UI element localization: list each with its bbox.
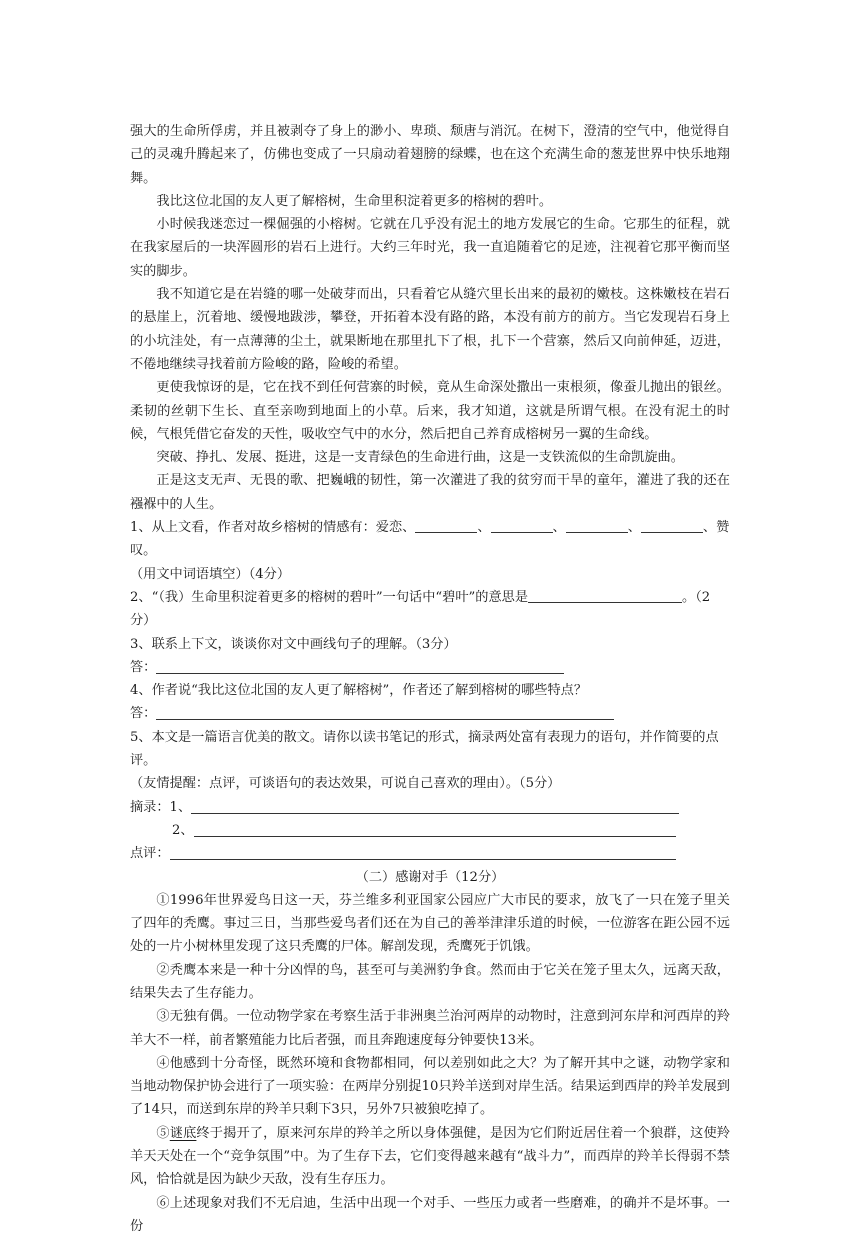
answer-blank[interactable] (491, 518, 553, 533)
passage-paragraph-3: 小时候我迷恋过一棵倔强的小榕树。它就在几乎没有泥土的地方发展它的生命。它那生的征程，就在我家屋后的一块浑圆形的岩石上进行。大约三年时光，我一直追随着它的足迹，注视着它那平衡而坚实的脚步。 (130, 217, 730, 279)
answer-line[interactable] (170, 845, 676, 860)
answer-blank[interactable] (415, 518, 477, 533)
question-5-note: （友情提醒：点评，可谈语句的表达效果，可说自己喜欢的理由）。（5分） (130, 776, 561, 792)
comment-row (130, 842, 730, 865)
separator: 、 (477, 520, 491, 536)
question-5: 5、本文是一篇语言优美的散文。请你以读书笔记的形式，摘录两处富有表现力的语句，并作简要的点评。 (130, 729, 719, 769)
section2-paragraph-5 (130, 1122, 730, 1192)
question-2-text: 2、“（我）生命里积淀着更多的榕树的碧叶”一句话中“碧叶”的意思是 (130, 589, 529, 605)
question-1-end: 、赞叹。 (130, 520, 730, 559)
paragraph-number: ⑤ (156, 1125, 170, 1141)
separator: 、 (627, 520, 641, 536)
section2-paragraph-4: ④他感到十分奇怪，既然环境和食物都相同，何以差别如此之大？为了解开其中之谜，动物学家和当地动物保护协会进行了一项实验：在两岸分别捉10只羚羊送到对岸生活。结果运到西岸的羚羊发展到了14只，而送到东岸的羚羊只剩下3只，另外7只被狼吃掉了。 (130, 1055, 730, 1118)
answer-line[interactable] (194, 822, 676, 837)
answer-blank[interactable] (641, 518, 703, 533)
question-2-note: 分） (130, 613, 157, 629)
question-1-note: （用文中词语填空）（4分） (130, 566, 291, 582)
underlined-word: 谜底 (169, 1125, 197, 1141)
question-4: 4、作者说“我比这位北国的友人更了解榕树”，作者还了解到榕树的哪些特点？ (130, 683, 588, 699)
passage-paragraph-5: 更使我惊讶的是，它在找不到任何营寨的时候，竟从生命深处撒出一束根须，像蚕儿抛出的银丝。柔韧的丝朝下生长、直至亲吻到地面上的小草。后来，我才知道，这就是所谓气根。在没有泥土的时候，气根凭借它奋发的天性，吸收空气中的水分，然后把自己养育成榕树另一翼的生命线。 (130, 380, 730, 442)
answer-blank[interactable] (566, 518, 628, 533)
answer-line[interactable] (156, 705, 614, 720)
section-title: （二）感谢对手（12分） (355, 869, 505, 885)
section2-paragraph-3: ③无独有偶。一位动物学家在考察生活于非洲奥兰治河两岸的动物时，注意到河东岸和河西岸的羚羊大不一样，前者繁殖能力比后者强，而且奔跑速度每分钟要快13米。 (130, 1009, 730, 1048)
excerpt-label-2: 2、 (172, 822, 194, 838)
section2-paragraph-2: ②秃鹰本来是一种十分凶悍的鸟，甚至可与美洲豹争食。然而由于它关在笼子里太久，远离天敌，结果失去了生存能力。 (130, 962, 730, 1001)
question-1 (130, 516, 730, 563)
question-3: 3、联系上下文，谈谈你对文中画线句子的理解。（3分） (130, 636, 457, 652)
excerpt-row-2 (130, 819, 730, 842)
paragraph-text: 终于揭开了，原来河东岸的羚羊之所以身体强健，是因为它们附近居住着一个狼群，这使羚羊天天处在一个“竞争氛围”中。为了生存下去，它们变得越来越有“战斗力”，而西岸的羚羊长得弱不禁风，恰恰就是因为缺少天敌，没有生存压力。 (130, 1125, 730, 1188)
question-2-end: 。（2 (682, 589, 711, 605)
passage-paragraph-7: 正是这支无声、无畏的歌、把巍峨的韧性，第一次灌进了我的贫穷而干旱的童年，灌进了我的还在襁褓中的人生。 (130, 473, 730, 512)
section2-paragraph-1: ①1996年世界爱鸟日这一天，芬兰维多利亚国家公园应广大市民的要求，放飞了一只在笼子里关了四年的秃鹰。事过三日，当那些爱鸟者们还在为自己的善举津津乐道的时候，一位游客在距公园不远处的一片小树林里发现了这只秃鹰的尸体。解剖发现，秃鹰死于饥饿。 (130, 892, 730, 955)
comment-label: 点评： (130, 846, 170, 862)
section2-paragraph-6: ⑥上述现象对我们不无启迪，生活中出现一个对手、一些压力或者一些磨难，的确并不是坏事。一份 (130, 1195, 730, 1234)
answer-label: 答： (130, 659, 157, 675)
separator: 、 (552, 520, 566, 536)
answer-line[interactable] (156, 659, 564, 674)
passage-paragraph-2: 我比这位北国的友人更了解榕树，生命里积淀着更多的榕树的碧叶。 (156, 193, 553, 209)
answer-row-3 (130, 656, 730, 679)
passage-paragraph-6: 突破、挣扎、发展、挺进，这是一支青绿色的生命进行曲，这是一支铁流似的生命凯旋曲。 (156, 450, 684, 466)
answer-label: 答： (130, 706, 157, 722)
answer-blank[interactable] (528, 588, 682, 603)
excerpt-row-1 (130, 796, 730, 819)
passage-paragraph-1: 强大的生命所俘虏，并且被剥夺了身上的渺小、卑琐、颓唐与消沉。在树下，澄清的空气中，他觉得自己的灵魂升腾起来了，仿佛也变成了一只扇动着翅膀的绿蝶，也在这个充满生命的葱茏世界中快乐地翔舞。 (130, 124, 730, 186)
question-2 (130, 586, 730, 609)
answer-line[interactable] (191, 799, 679, 814)
exam-page (130, 120, 730, 1238)
excerpt-label: 摘录：1、 (130, 799, 192, 815)
answer-row-4 (130, 702, 730, 725)
question-1-text: 1、从上文看，作者对故乡榕树的情感有：爱恋、 (130, 520, 416, 536)
passage-paragraph-4: 我不知道它是在岩缝的哪一处破芽而出，只看着它从缝穴里长出来的最初的嫩枝。这株嫩枝在岩石的悬崖上，沉着地、缓慢地跋涉，攀登，开拓着本没有路的路，本没有前方的前方。当它发现岩石身上的小坑洼处，有一点薄薄的尘土，就果断地在那里扎下了根，扎下一个营寨，然后又向前伸延，迈进，不倦地继续寻找着前方险峻的路，险峻的希望。 (130, 287, 730, 372)
